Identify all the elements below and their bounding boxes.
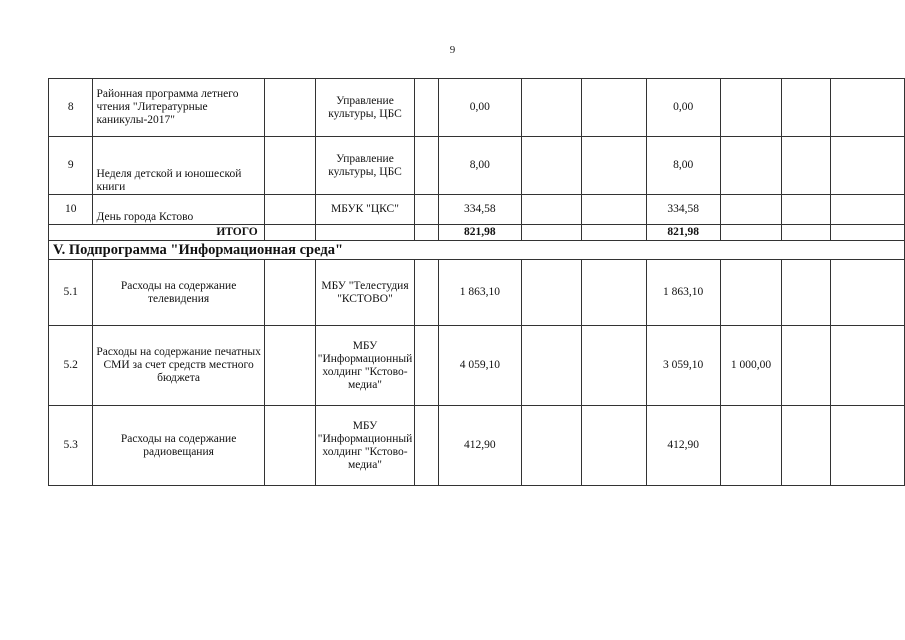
empty-cell [521, 326, 581, 406]
row-total: 1 863,10 [438, 260, 521, 326]
row-value-3: 0,00 [646, 79, 720, 137]
row-value-4: 1 000,00 [720, 326, 781, 406]
executor-text: МБУ "Информационный холдинг "Кстово-медиа" [317, 339, 413, 391]
row-value-3: 1 863,10 [646, 260, 720, 326]
empty-cell [831, 406, 905, 486]
executor-text: Управление культуры, ЦБС [328, 94, 402, 120]
row-total: 334,58 [438, 195, 521, 225]
row-total: 8,00 [438, 137, 521, 195]
table-row [49, 326, 905, 406]
row-value-1 [521, 195, 581, 225]
empty-cell [831, 225, 905, 241]
row-value-3: 8,00 [646, 137, 720, 195]
table-row [49, 406, 905, 486]
empty-cell [720, 225, 781, 241]
empty-cell [782, 225, 831, 241]
row-value-4 [720, 137, 781, 195]
row-value-3: 3 059,10 [646, 326, 720, 406]
row-number: 5.2 [49, 326, 93, 406]
empty-cell [264, 79, 315, 137]
empty-cell [415, 326, 439, 406]
empty-cell [581, 225, 646, 241]
empty-cell [415, 137, 439, 195]
row-total: 0,00 [438, 79, 521, 137]
executor-text: МБУ "Информационный холдинг "Кстово-медиа" [317, 419, 413, 471]
empty-cell [782, 260, 831, 326]
empty-cell [415, 260, 439, 326]
row-value-3: 412,90 [646, 406, 720, 486]
row-executor [315, 79, 414, 137]
row-name: Районная программа летнего чтения "Литературные каникулы-2017" [93, 79, 264, 137]
row-value-1 [521, 79, 581, 137]
empty-cell [264, 225, 315, 241]
row-value-4 [720, 79, 781, 137]
table-row [49, 260, 905, 326]
row-value-2 [581, 195, 646, 225]
empty-cell [264, 137, 315, 195]
empty-cell [521, 225, 581, 241]
row-executor [315, 326, 414, 406]
empty-cell [782, 195, 831, 225]
page-number: 9 [449, 44, 456, 56]
empty-cell [782, 79, 831, 137]
row-number: 5.1 [49, 260, 93, 326]
empty-cell [415, 79, 439, 137]
row-value-3: 334,58 [646, 195, 720, 225]
row-total: 4 059,10 [438, 326, 521, 406]
row-executor [315, 195, 414, 225]
section-title: V. Подпрограмма "Информационная среда" [49, 241, 905, 260]
empty-cell [831, 260, 905, 326]
empty-cell [831, 79, 905, 137]
row-value-1 [521, 137, 581, 195]
row-number: 10 [49, 195, 93, 225]
empty-cell [264, 406, 315, 486]
table-row [49, 79, 905, 137]
empty-cell [264, 260, 315, 326]
empty-cell [315, 225, 414, 241]
row-executor [315, 137, 414, 195]
row-value-2 [581, 79, 646, 137]
row-executor [315, 406, 414, 486]
table-row [49, 195, 905, 225]
budget-table [48, 78, 905, 486]
row-name: Расходы на содержание телевидения [93, 260, 264, 326]
row-name: Расходы на содержание радиовещания [93, 406, 264, 486]
row-value-2 [581, 137, 646, 195]
row-number: 9 [49, 137, 93, 195]
row-value-4 [720, 406, 781, 486]
empty-cell [581, 260, 646, 326]
total-sum: 821,98 [438, 225, 521, 241]
executor-text: МБУК "ЦКС" [331, 203, 399, 215]
row-name: День города Кстово [93, 195, 264, 225]
executor-text: Управление культуры, ЦБС [328, 152, 402, 178]
empty-cell [521, 406, 581, 486]
total-value-3: 821,98 [646, 225, 720, 241]
empty-cell [581, 406, 646, 486]
empty-cell [264, 326, 315, 406]
empty-cell [782, 326, 831, 406]
executor-text: МБУ "Телестудия "КСТОВО" [321, 279, 409, 305]
row-name: Неделя детской и юношеской книги [93, 137, 264, 195]
section-header-row [49, 241, 905, 260]
empty-cell [782, 406, 831, 486]
row-name: Расходы на содержание печатных СМИ за счет средств местного бюджета [93, 326, 264, 406]
total-row [49, 225, 905, 241]
empty-cell [831, 195, 905, 225]
row-number: 8 [49, 79, 93, 137]
row-value-4 [720, 260, 781, 326]
row-executor [315, 260, 414, 326]
empty-cell [581, 326, 646, 406]
row-value-4 [720, 195, 781, 225]
total-label: ИТОГО [49, 225, 265, 241]
empty-cell [782, 137, 831, 195]
empty-cell [415, 225, 439, 241]
table-row [49, 137, 905, 195]
empty-cell [831, 326, 905, 406]
empty-cell [415, 406, 439, 486]
row-number: 5.3 [49, 406, 93, 486]
empty-cell [415, 195, 439, 225]
row-total: 412,90 [438, 406, 521, 486]
empty-cell [831, 137, 905, 195]
empty-cell [264, 195, 315, 225]
empty-cell [521, 260, 581, 326]
